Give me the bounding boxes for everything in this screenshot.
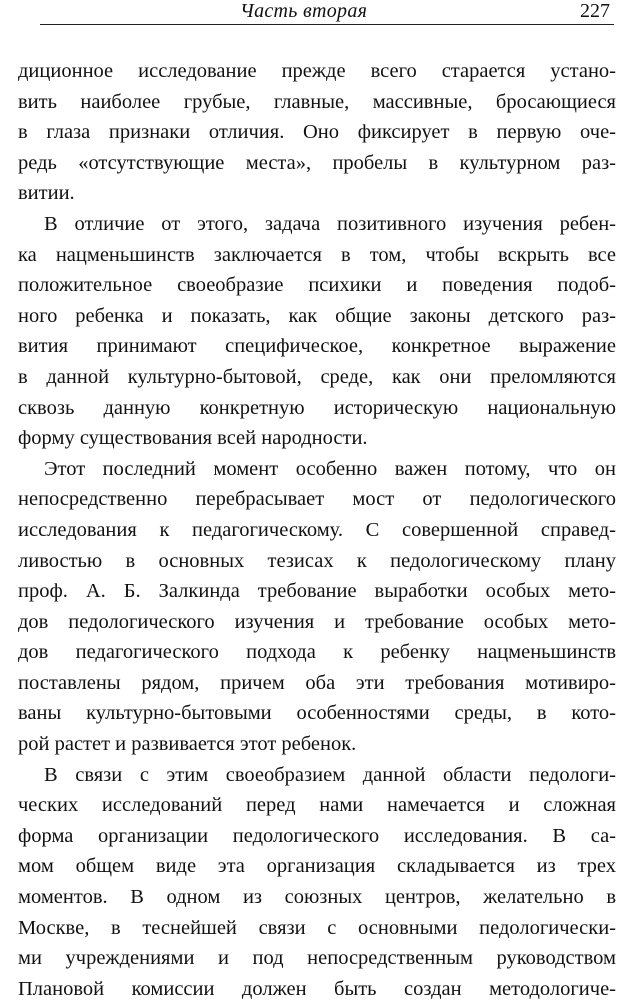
text-line: Москве, в теснейшей связи с основными педологически- [18,916,616,939]
text-line: проф. А. Б. Залкинда требование выработки особых мето- [18,580,616,603]
text-line: рой растет и развивается этот ребенок. [18,733,357,756]
text-line: дов педагогического подхода к ребенку нацменьшинств [18,641,616,664]
text-line: ливостью в основных тезисах к педологическому плану [18,549,616,572]
text-line: мом общем виде эта организация складывается из трех [18,855,616,878]
text-line: ваны культурно-бытовыми особенностями среды, в кото- [18,702,616,725]
text-line: ческих исследований перед нами намечается и сложная [18,794,616,817]
text-line: форму существования всей народности. [18,427,368,450]
running-header [40,0,614,25]
text-line: вить наиболее грубые, главные, массивные, бросающиеся [18,90,616,113]
text-line: непосредственно перебрасывает мост от педологического [18,488,616,511]
text-line: вития принимают специфическое, конкретное выражение [18,335,616,358]
text-line: ного ребенка и показать, как общие законы детского раз- [18,304,616,327]
text-line: В связи с этим своеобразием данной области педологи- [44,763,616,786]
text-line: моментов. В одном из союзных центров, желательно в [18,886,616,909]
text-line: исследования к педагогическому. С совершенной справед- [18,518,616,541]
page-body [18,56,616,1004]
paragraph [18,760,616,1004]
text-line: форма организации педологического исследования. В са- [18,824,616,847]
text-line: в глаза признаки отличия. Оно фиксирует в первую оче- [18,121,616,144]
text-line: ми учреждениями и под непосредственным руководством [18,947,616,970]
text-line: в данной культурно-бытовой, среде, как они преломляются [18,365,616,388]
paragraph [18,209,616,454]
page-number: 227 [580,0,610,22]
text-line: ка нацменьшинств заключается в том, чтобы вскрыть все [18,243,616,266]
text-line: витии. [18,182,75,205]
text-line: диционное исследование прежде всего старается устано- [18,60,616,82]
text-line: дов педологического изучения и требование особых мето- [18,610,616,633]
text-line: редь «отсутствующие места», пробелы в культурном раз- [18,151,616,174]
paragraph [18,56,616,209]
text-line: поставлены рядом, причем оба эти требования мотивиро- [18,671,616,694]
text-line: Плановой комиссии должен быть создан методологиче- [18,977,616,1000]
text-line: В отличие от этого, задача позитивного изучения ребен- [44,212,616,235]
text-line: положительное своеобразие психики и поведения подоб- [18,274,616,297]
section-title: Часть вторая [240,0,368,22]
text-line: сквозь данную конкретную историческую национальную [18,396,616,419]
paragraph [18,454,616,760]
text-line: Этот последний момент особенно важен потому, что он [44,457,616,480]
